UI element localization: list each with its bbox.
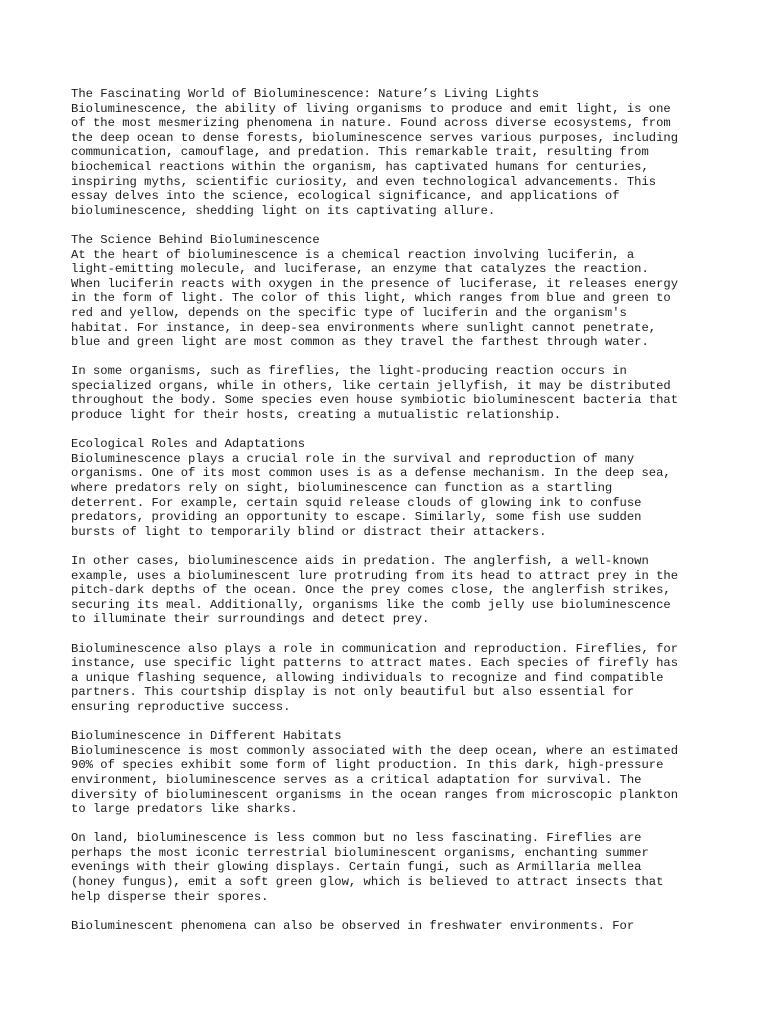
- text-line: deterrent. For example, certain squid release clouds of glowing ink to confuse: [71, 495, 642, 510]
- habitats-section-block: [71, 729, 711, 817]
- text-line: of the most mesmerizing phenomena in nature. Found across diverse ecosystems, from: [71, 116, 671, 131]
- text-line: environment, bioluminescence serves as a critical adaptation for survival. The: [71, 772, 642, 787]
- text-line: perhaps the most iconic terrestrial bioluminescent organisms, enchanting summer: [71, 845, 649, 860]
- text-line: inspiring myths, scientific curiosity, and even technological advancements. This: [71, 174, 657, 189]
- text-line: specialized organs, while in others, like certain jellyfish, it may be distributed: [71, 378, 671, 393]
- section-heading: Ecological Roles and Adaptations: [71, 437, 306, 452]
- text-line: diversity of bioluminescent organisms in the ocean ranges from microscopic plankton: [71, 787, 679, 802]
- text-line: in the form of light. The color of this light, which ranges from blue and green to: [71, 291, 671, 306]
- section-heading: Bioluminescence in Different Habitats: [71, 729, 342, 744]
- habitats-paragraph-2-block: [71, 831, 711, 904]
- text-line: 90% of species exhibit some form of light production. In this dark, high-pressure: [71, 758, 664, 773]
- text-line: where predators rely on sight, bioluminescence can function as a startling: [71, 481, 613, 496]
- science-section-block: [71, 233, 711, 350]
- text-line: produce light for their hosts, creating a mutualistic relationship.: [71, 408, 562, 423]
- text-line: blue and green light are most common as they travel the farthest through water.: [71, 335, 649, 350]
- text-line: organisms. One of its most common uses is as a defense mechanism. In the deep sea,: [71, 466, 671, 481]
- text-line: help disperse their spores.: [71, 889, 269, 904]
- document-page: [71, 87, 711, 948]
- text-line: habitat. For instance, in deep-sea environments where sunlight cannot penetrate,: [71, 320, 657, 335]
- text-line: instance, use specific light patterns to attract mates. Each species of firefly has: [71, 656, 679, 671]
- text-line: securing its meal. Additionally, organisms like the comb jelly use bioluminescence: [71, 597, 671, 612]
- ecology-paragraph-3-block: [71, 642, 711, 715]
- text-line: red and yellow, depends on the specific type of luciferin and the organism's: [71, 305, 627, 320]
- text-line: At the heart of bioluminescence is a chemical reaction involving luciferin, a: [71, 247, 635, 262]
- text-line: biochemical reactions within the organism, has captivated humans for centuries,: [71, 159, 649, 174]
- text-line: example, uses a bioluminescent lure protruding from its head to attract prey in the: [71, 568, 679, 583]
- text-line: Bioluminescence is most commonly associated with the deep ocean, where an estimated: [71, 743, 679, 758]
- text-line: the deep ocean to dense forests, bioluminescence serves various purposes, including: [71, 130, 679, 145]
- text-line: Bioluminescence also plays a role in communication and reproduction. Fireflies, for: [71, 641, 679, 656]
- text-line: In some organisms, such as fireflies, the light-producing reaction occurs in: [71, 364, 627, 379]
- text-line: to illuminate their surroundings and detect prey.: [71, 612, 430, 627]
- ecology-paragraph-2-block: [71, 554, 711, 627]
- text-line: ensuring reproductive success.: [71, 699, 291, 714]
- text-line: predators, providing an opportunity to escape. Similarly, some fish use sudden: [71, 510, 642, 525]
- text-line: essay delves into the science, ecological significance, and applications of: [71, 189, 620, 204]
- text-line: to large predators like sharks.: [71, 802, 298, 817]
- text-line: partners. This courtship display is not only beautiful but also essential for: [71, 685, 635, 700]
- section-heading: The Science Behind Bioluminescence: [71, 232, 320, 247]
- text-line: (honey fungus), emit a soft green glow, which is believed to attract insects that: [71, 875, 664, 890]
- text-line: throughout the body. Some species even house symbiotic bioluminescent bacteria that: [71, 393, 679, 408]
- text-line: bursts of light to temporarily blind or distract their attackers.: [71, 524, 547, 539]
- text-line: bioluminescence, shedding light on its captivating allure.: [71, 203, 496, 218]
- habitats-paragraph-3-block: [71, 919, 711, 934]
- text-line: Bioluminescence, the ability of living organisms to produce and emit light, is one: [71, 101, 671, 116]
- text-line: On land, bioluminescence is less common but no less fascinating. Fireflies are: [71, 831, 642, 846]
- text-line: pitch-dark depths of the ocean. Once the prey comes close, the anglerfish strikes,: [71, 583, 671, 598]
- text-line: communication, camouflage, and predation. This remarkable trait, resulting from: [71, 145, 649, 160]
- text-line: In other cases, bioluminescence aids in predation. The anglerfish, a well-known: [71, 554, 649, 568]
- text-line: a unique flashing sequence, allowing individuals to recognize and find compatible: [71, 670, 664, 685]
- ecology-section-block: [71, 437, 711, 539]
- document-title: The Fascinating World of Bioluminescence: Nature’s Living Lights: [71, 87, 540, 101]
- title-and-intro-block: [71, 87, 711, 218]
- science-paragraph-2-block: [71, 364, 711, 422]
- text-line: evenings with their glowing displays. Certain fungi, such as Armillaria mellea: [71, 860, 642, 875]
- text-line: When luciferin reacts with oxygen in the presence of luciferase, it releases energy: [71, 276, 679, 291]
- text-line: Bioluminescence plays a crucial role in the survival and reproduction of many: [71, 451, 635, 466]
- text-line: light-emitting molecule, and luciferase, an enzyme that catalyzes the reaction.: [71, 262, 649, 277]
- text-line: Bioluminescent phenomena can also be observed in freshwater environments. For: [71, 918, 635, 933]
